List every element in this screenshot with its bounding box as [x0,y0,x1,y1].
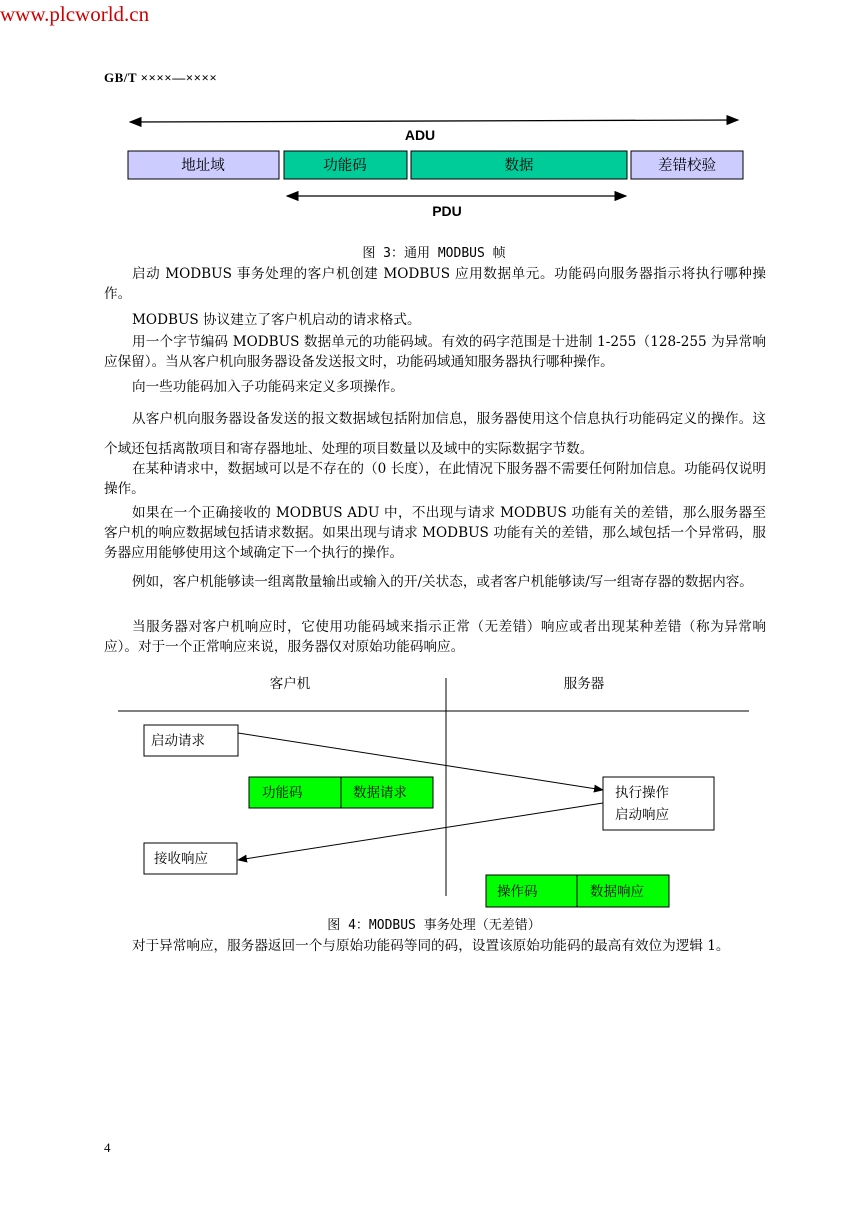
request-data-label: 数据请求 [353,785,407,801]
watermark: www.plcworld.cn [0,2,150,26]
response-data-label: 数据响应 [590,884,644,900]
paragraph-8: 例如，客户机能够读一组离散量输出或输入的开/关状态，或者客户机能够读/写一组寄存器的数据内容。 [132,574,753,590]
figure-3-caption: 图 3：通用 MODBUS 帧 [362,246,506,261]
paragraph-4: 向一些功能码加入子功能码来定义多项操作。 [132,379,404,395]
data-field-label: 数据 [504,158,534,174]
page-number: 4 [104,1140,111,1155]
adu-label: ADU [404,127,436,143]
figure-4-caption: 图 4：MODBUS 事务处理（无差错） [327,918,541,933]
execute-action-label: 执行操作 [615,785,669,801]
server-label: 服务器 [563,676,605,692]
start-request-label: 启动请求 [151,733,205,749]
paragraph-10: 对于异常响应，服务器返回一个与原始功能码等同的码，设置该原始功能码的最高有效位为逻辑 1。 [132,938,730,954]
paragraph-1: 启动 MODBUS 事务处理的客户机创建 MODBUS 应用数据单元。功能码向服务器指示将执行哪种操作。 [104,266,766,302]
start-response-label: 启动响应 [615,807,669,823]
pdu-label: PDU [432,203,462,219]
paragraph-5: 从客户机向服务器设备发送的报文数据域包括附加信息，服务器使用这个信息执行功能码定义的操作。这个域还包括离散项目和寄存器地址、处理的项目数量以及域中的实际数据字节数。 [104,411,766,457]
paragraph-2: MODBUS 协议建立了客户机启动的请求格式。 [132,312,421,328]
error-check-label: 差错校验 [658,158,716,174]
response-arrow [238,803,603,860]
paragraph-9: 当服务器对客户机响应时，它使用功能码域来指示正常（无差错）响应或者出现某种差错（称为异常响应）。对于一个正常响应来说，服务器仅对原始功能码响应。 [104,619,766,655]
paragraph-6: 在某种请求中，数据域可以是不存在的（0 长度），在此情况下服务器不需要任何附加信息。功能码仅说明操作。 [104,461,766,497]
standard-header: GB/T ××××—×××× [104,70,218,85]
paragraph-7: 如果在一个正确接收的 MODBUS ADU 中，不出现与请求 MODBUS 功能有关的差错，那么服务器至客户机的响应数据域包括请求数据。如果出现与请求 MODBUS 功能有关的差错，那么域包括一个异常码，服务器应用能够使用这个域确定下一个执行的操作。 [104,505,766,561]
function-code-label: 功能码 [323,158,367,174]
response-opcode-label: 操作码 [497,884,538,900]
receive-response-label: 接收响应 [154,851,208,867]
request-function-code-label: 功能码 [262,785,303,801]
paragraph-3: 用一个字节编码 MODBUS 数据单元的功能码域。有效的码字范围是十进制 1-255（128-255 为异常响应保留）。当从客户机向服务器设备发送报文时，功能码域通知服务器执行哪种操作。 [104,334,766,370]
client-label: 客户机 [269,676,311,692]
address-field-label: 地址域 [181,158,225,174]
